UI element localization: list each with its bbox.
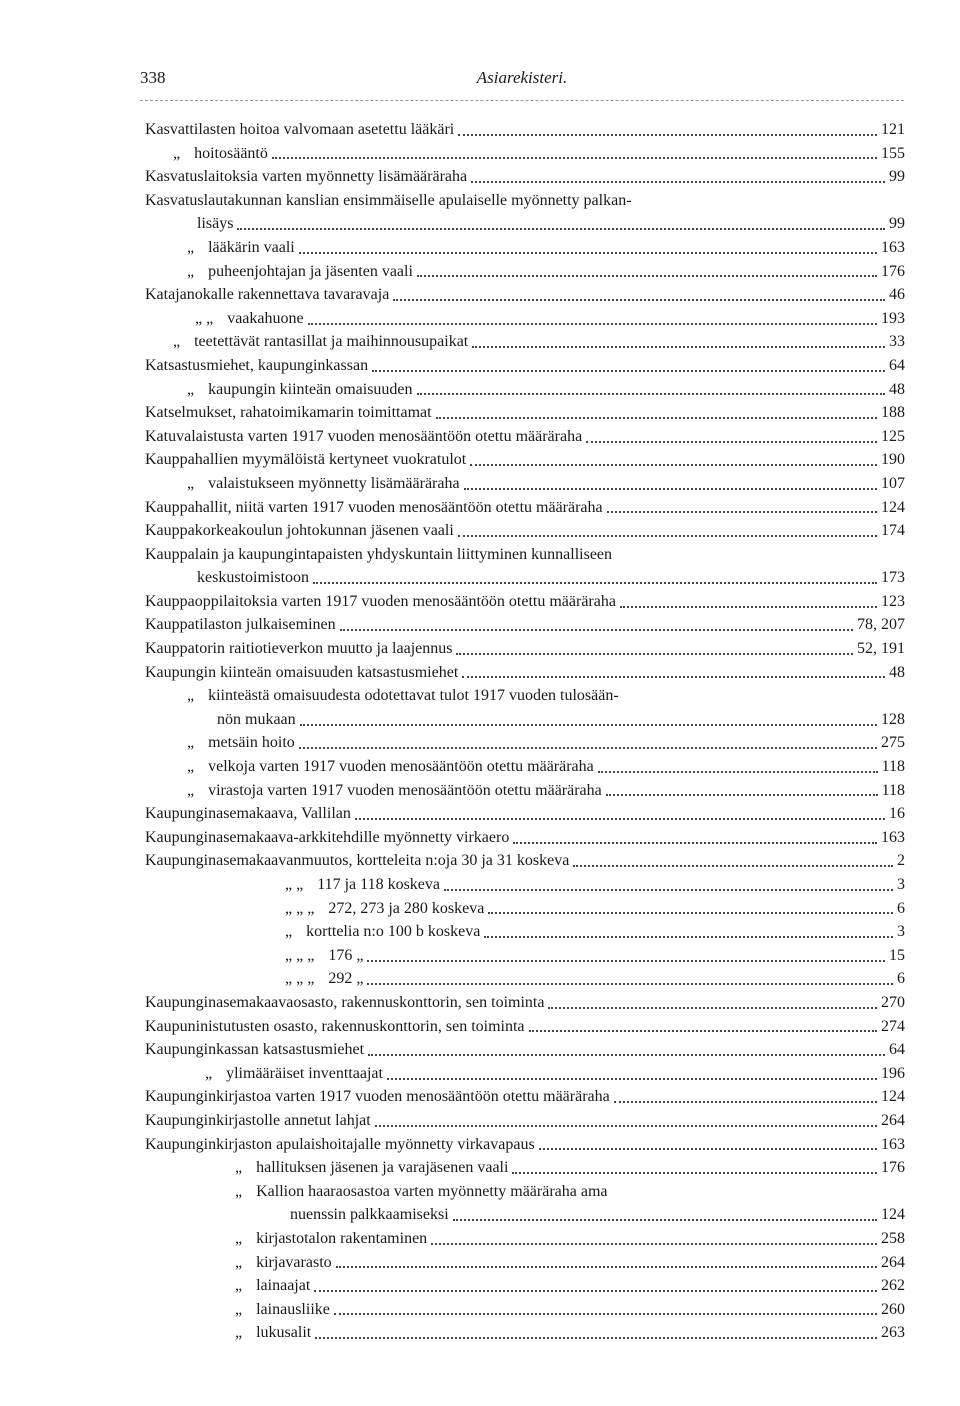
entry-text: Kasvatuslaitoksia varten myönnetty lisämääräraha [145,168,468,186]
dot-leader [573,865,893,867]
index-entry [145,897,905,921]
entry-text: Katselmukset, rahatoimikamarin toimittamat [145,404,432,422]
entry-text: hallituksen jäsenen ja varajäsenen vaali [256,1159,509,1177]
dot-leader [453,1219,877,1221]
page-header [140,68,904,94]
page-reference: 78, 207 [857,616,905,634]
entry-text: kaupungin kiinteän omaisuuden [208,380,413,398]
entry-text: Kauppalain ja kaupungintapaisten yhdyskuntain liittyminen kunnalliseen [145,545,613,563]
dot-leader [548,1007,877,1009]
index-entry [145,1251,905,1275]
index-entry [145,967,905,991]
entry-text: 292 „ [328,970,364,988]
ditto-mark: „ [187,781,195,799]
dot-leader [315,1337,877,1339]
page-reference: 275 [881,734,905,752]
entry-text: ylimääräiset inventtaajat [226,1064,383,1082]
dot-leader [313,582,877,584]
ditto-mark: „ [187,734,195,752]
ditto-mark: „ „ „ [285,970,315,988]
ditto-mark: „ [235,1253,243,1271]
index-entry [145,118,905,142]
index-entry [145,212,905,236]
entry-text: lukusalit [256,1324,312,1342]
dot-leader [300,724,877,726]
page-reference: 107 [881,474,905,492]
entry-text: Kaupunginasemakaavaosasto, rakennuskonttorin, sen toiminta [145,993,545,1011]
index-entry [145,425,905,449]
dot-leader [340,629,853,631]
ditto-mark: „ [205,1064,213,1082]
dot-leader [539,1148,877,1150]
page-reference: 33 [889,333,905,351]
index-entry [145,1015,905,1039]
entry-text: puheenjohtajan ja jäsenten vaali [208,262,413,280]
dot-leader [367,960,885,962]
page-reference: 46 [889,286,905,304]
index-entry [145,779,905,803]
index-entry [145,1133,905,1157]
dot-leader [237,228,885,230]
index-entry [145,283,905,307]
dot-leader [470,464,877,466]
index-entry [145,1156,905,1180]
index-entry [145,873,905,897]
ditto-mark: „ „ [195,309,214,327]
entry-text: 117 ja 118 koskeva [317,876,440,893]
dot-leader [436,417,877,419]
entry-text: Kallion haaraosastoa varten myönnetty määräraha ama [256,1182,608,1200]
entry-text: Kaupunginkirjaston apulaishoitajalle myönnetty virkavapaus [145,1135,535,1153]
entry-text: virastoja varten 1917 vuoden menosääntöön otettu määräraha [208,781,602,799]
entry-text: Kauppakorkeakoulun johtokunnan jäsenen vaali [145,522,454,540]
ditto-mark: „ „ [285,876,304,893]
page-reference: 64 [889,1041,905,1059]
entry-text: Kauppahallien myymälöistä kertyneet vuokratulot [145,451,467,469]
index-entry [145,307,905,331]
ditto-mark: „ [235,1159,243,1177]
dot-leader [334,1313,877,1315]
page-reference: 258 [881,1229,905,1247]
entry-text: Kauppahallit, niitä varten 1917 vuoden menosääntöön otettu määräraha [145,498,603,516]
entry-text: Kasvattilasten hoitoa valvomaan asetettu lääkäri [145,121,455,138]
dot-leader [620,606,877,608]
dot-leader [606,794,878,796]
dot-leader [607,511,877,513]
page-reference: 124 [881,1088,905,1106]
entry-text: Katajanokalle rakennettava tavaravaja [145,286,390,304]
index-entry [145,472,905,496]
ditto-mark: „ [235,1229,243,1247]
index-entry [145,1180,905,1204]
index-entry [145,448,905,472]
entry-text: nuenssin palkkaamiseksi [290,1206,449,1224]
page-reference: 262 [881,1277,905,1295]
index-entry [145,708,905,732]
dot-leader [299,252,877,254]
ditto-mark: „ [235,1182,243,1200]
entry-text: Kasvatuslautakunnan kanslian ensimmäiselle apulaiselle myönnetty palkan- [145,191,632,209]
entry-text: metsäin hoito [208,734,295,752]
dot-leader [529,1030,877,1032]
entry-text: Kaupuninistutusten osasto, rakennuskonttorin, sen toiminta [145,1017,525,1035]
entry-text: lainaajat [256,1277,311,1295]
page-reference: 263 [881,1324,905,1342]
index-entry [145,637,905,661]
page-reference: 270 [881,993,905,1011]
dot-leader [417,393,885,395]
dot-leader [458,535,877,537]
entry-text: Kaupunginasemakaava, Vallilan [145,805,351,823]
ditto-mark: „ [187,687,195,705]
page-reference: 124 [881,1206,905,1224]
page-reference: 64 [889,356,905,374]
page-reference: 176 [881,262,905,280]
page-reference: 196 [881,1064,905,1082]
page-reference: 118 [881,758,905,776]
index-entry [145,944,905,968]
page-reference: 52, 191 [857,640,905,658]
index-entry [145,1203,905,1227]
dot-leader [368,1054,885,1056]
page-reference: 121 [881,121,905,138]
ditto-mark: „ [187,238,195,256]
entry-text: hoitosääntö [194,144,268,162]
entry-text: vaakahuone [227,309,304,327]
page-reference: 15 [889,946,905,964]
page-reference: 193 [881,309,905,327]
index-entry [145,1085,905,1109]
page-reference: 3 [897,923,905,941]
dot-leader [314,1290,877,1292]
index-entry [145,1062,905,1086]
dot-leader [272,157,877,159]
ditto-mark: „ [173,333,181,351]
entry-text: Kaupunginkirjastolle annetut lahjat [145,1111,371,1129]
dot-leader [458,134,877,136]
index-entry [145,543,905,567]
index-entry [145,991,905,1015]
entry-text: Kauppatilaston julkaiseminen [145,616,336,634]
ditto-mark: „ [187,758,195,776]
dot-leader [375,1125,877,1127]
entry-text: nön mukaan [217,710,296,728]
page-reference: 128 [881,710,905,728]
index-entry [145,496,905,520]
index-entry [145,613,905,637]
entry-text: 272, 273 ja 280 koskeva [328,899,485,917]
ditto-mark: „ [235,1277,243,1295]
dot-leader [299,747,877,749]
index-entry [145,755,905,779]
index-entry [145,189,905,213]
dot-leader [355,818,885,820]
page-reference: 99 [889,215,905,233]
page-reference: 125 [881,427,905,445]
index-entry [145,1274,905,1298]
page-number: 338 [140,68,166,87]
entry-text: lisäys [197,215,234,233]
dot-leader [444,889,893,891]
page-reference: 48 [889,380,905,398]
index-entry [145,1109,905,1133]
dot-leader [614,1101,877,1103]
ditto-mark: „ [173,144,181,162]
dot-leader [367,983,893,985]
dot-leader [372,370,885,372]
dot-leader [512,1172,877,1174]
index-entry [145,590,905,614]
entry-text: kiinteästä omaisuudesta odotettavat tulot 1917 vuoden tulosään- [208,687,619,705]
ditto-mark: „ [235,1300,243,1318]
ditto-mark: „ [285,923,293,941]
entry-text: Kaupunginasemakaava-arkkitehdille myönnetty virkaero [145,828,510,846]
entry-text: Katsastusmiehet, kaupunginkassan [145,356,369,374]
entry-text: lääkärin vaali [208,238,295,256]
page-reference: 2 [897,852,905,870]
page-reference: 163 [881,238,905,256]
page-reference: 155 [881,144,905,162]
dot-leader [417,275,877,277]
page-reference: 264 [881,1111,905,1129]
dot-leader [586,441,877,443]
dot-leader [488,912,893,914]
index-entry [145,330,905,354]
index-entry [145,731,905,755]
index-entry [145,1321,905,1345]
entry-text: Kaupungin kiinteän omaisuuden katsastusmiehet [145,663,459,681]
index-entry [145,1038,905,1062]
dot-leader [472,346,885,348]
entry-text: valaistukseen myönnetty lisämääräraha [208,474,460,492]
entry-text: korttelia n:o 100 b koskeva [306,923,481,941]
entry-text: Kaupunginasemakaavanmuutos, kortteleita n:oja 30 ja 31 koskeva [145,852,570,870]
dot-leader [387,1078,877,1080]
dot-leader [598,771,878,773]
ditto-mark: „ [187,380,195,398]
ditto-mark: „ [187,262,195,280]
page-reference: 264 [881,1253,905,1271]
index-entry [145,826,905,850]
dot-leader [431,1243,877,1245]
page-reference: 16 [889,805,905,823]
page-reference: 123 [881,592,905,610]
page-reference: 188 [881,404,905,422]
entry-text: Kaupunginkirjastoa varten 1917 vuoden menosääntöön otettu määräraha [145,1088,610,1106]
running-title: Asiarekisteri. [476,68,568,87]
page-reference: 173 [881,569,905,587]
index-entry [145,1227,905,1251]
page-reference: 3 [897,876,905,893]
page-reference: 118 [881,781,905,799]
index-entry [145,519,905,543]
dot-leader [471,181,885,183]
ditto-mark: „ [235,1324,243,1342]
page-reference: 6 [897,899,905,917]
entry-text: Kauppatorin raitiotieverkon muutto ja laajennus [145,640,453,658]
page-reference: 176 [881,1159,905,1177]
entry-text: 176 „ [328,946,364,964]
page-reference: 6 [897,970,905,988]
ditto-mark: „ „ „ [285,946,315,964]
dot-leader [464,488,877,490]
page-reference: 163 [881,828,905,846]
index-entry [145,566,905,590]
entry-text: teetettävät rantasillat ja maihinnousupaikat [194,333,469,351]
entry-text: Katuvalaistusta varten 1917 vuoden menosääntöön otettu määräraha [145,427,583,445]
index-entry [145,142,905,166]
ditto-mark: „ [187,474,195,492]
dot-leader [456,653,853,655]
dot-leader [462,676,885,678]
dot-leader [513,842,877,844]
dot-leader [393,299,885,301]
page-reference: 274 [881,1017,905,1035]
page-reference: 190 [881,451,905,469]
entry-text: kirjavarasto [256,1253,332,1271]
index-entry [145,849,905,873]
index-entry [145,165,905,189]
index-entry [145,378,905,402]
page-reference: 99 [889,168,905,186]
index-entry [145,354,905,378]
page-reference: 124 [881,498,905,516]
entry-text: keskustoimistoon [197,569,310,587]
index-entry [145,260,905,284]
entry-text: lainausliike [256,1300,330,1318]
dot-leader [484,936,893,938]
index-entry [145,684,905,708]
entry-text: kirjastotalon rakentaminen [256,1229,428,1247]
page-reference: 174 [881,522,905,540]
index-entry [145,401,905,425]
index-entry [145,1298,905,1322]
index-list [145,118,905,1345]
index-entry [145,802,905,826]
page-reference: 260 [881,1300,905,1318]
dot-leader [308,323,877,325]
index-entry [145,236,905,260]
index-entry [145,661,905,685]
index-entry [145,920,905,944]
entry-text: velkoja varten 1917 vuoden menosääntöön otettu määräraha [208,758,594,776]
page-reference: 48 [889,663,905,681]
ditto-mark: „ „ „ [285,899,315,917]
dot-leader [336,1266,877,1268]
entry-text: Kaupunginkassan katsastusmiehet [145,1041,365,1059]
page-reference: 163 [881,1135,905,1153]
entry-text: Kauppaoppilaitoksia varten 1917 vuoden menosääntöön otettu määräraha [145,592,616,610]
header-rule [140,100,904,101]
